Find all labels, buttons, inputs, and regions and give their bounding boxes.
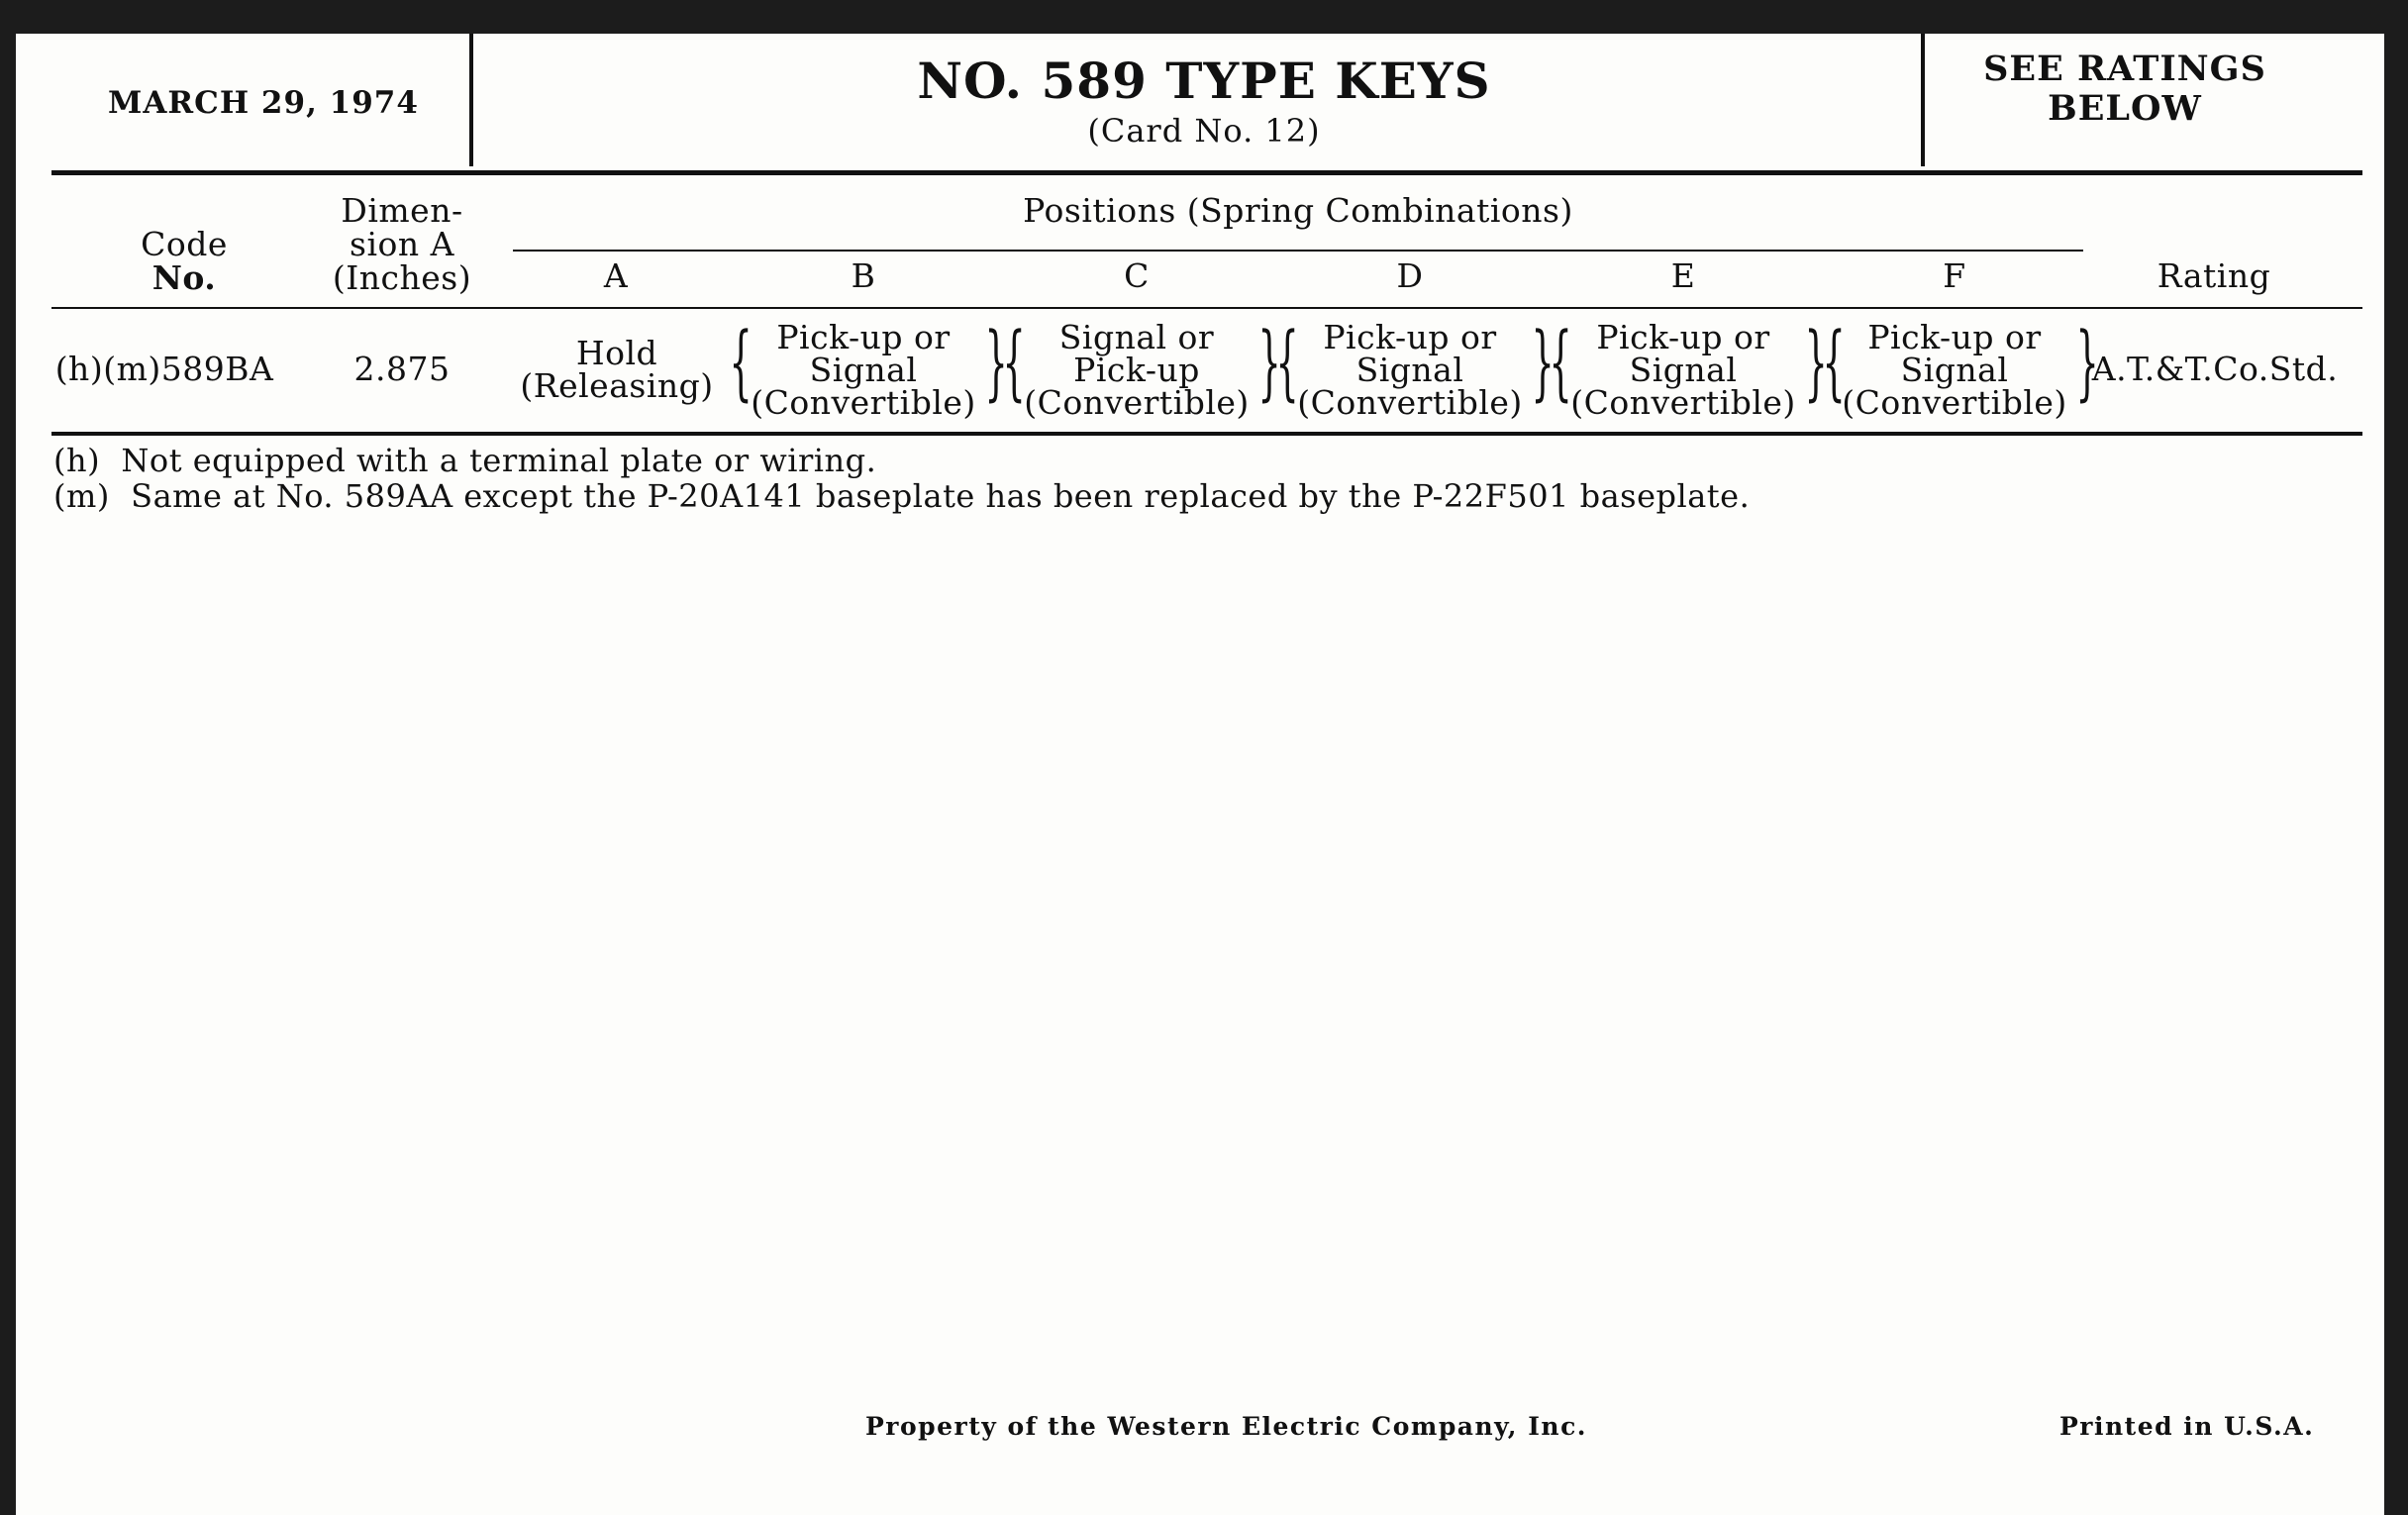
footnote-m: (m) Same at No. 589AA except the P-20A141 baseplate has been replaced by the P-22F501 baseplate. xyxy=(53,477,1751,515)
header-dimension-line1: Dimen- xyxy=(341,191,463,230)
document-card xyxy=(16,34,2384,1515)
pos-a-line2: (Releasing) xyxy=(520,366,714,405)
header-rule xyxy=(51,170,2362,175)
row-position-f xyxy=(1828,318,2081,422)
pos-d-line3: (Convertible) xyxy=(1297,383,1523,422)
row-position-d xyxy=(1281,318,1539,422)
pos-d-line2: Signal xyxy=(1355,351,1464,389)
row-position-c xyxy=(1008,318,1265,422)
pos-e-line2: Signal xyxy=(1629,351,1738,389)
header-dimension xyxy=(313,191,491,297)
pos-c-line3: (Convertible) xyxy=(1024,383,1250,422)
header-pos-a: A xyxy=(603,256,629,295)
brace-close-b: } xyxy=(984,316,1008,410)
pos-b-line3: (Convertible) xyxy=(751,383,976,422)
page-title: NO. 589 TYPE KEYS xyxy=(917,51,1491,110)
pos-b-line2: Signal xyxy=(809,351,918,389)
header-pos-e: E xyxy=(1670,256,1696,295)
see-ratings-line2: BELOW xyxy=(2048,88,2202,129)
brace-open-d: { xyxy=(1275,316,1299,410)
footnote-h: (h) Not equipped with a terminal plate or wiring. xyxy=(53,442,877,479)
pos-b-line1: Pick-up or xyxy=(776,318,951,356)
header-divider-right xyxy=(1921,34,1925,166)
title-block xyxy=(473,42,1935,149)
brace-close-d: } xyxy=(1531,316,1555,410)
header-pos-c: C xyxy=(1124,256,1150,295)
footer-property: Property of the Western Electric Company, Inc. xyxy=(865,1412,1588,1441)
header-dimension-line2: sion A xyxy=(350,225,454,263)
pos-d-line1: Pick-up or xyxy=(1323,318,1497,356)
positions-rule xyxy=(513,250,2083,252)
footer-printed: Printed in U.S.A. xyxy=(2059,1412,2315,1441)
brace-open-b: { xyxy=(729,316,752,410)
brace-close-c: } xyxy=(1257,316,1281,410)
see-ratings-note xyxy=(1927,50,2323,129)
header-code xyxy=(95,225,273,297)
header-code-line1: Code xyxy=(141,225,228,263)
header-pos-b: B xyxy=(851,256,876,295)
pos-c-line1: Signal or xyxy=(1058,318,1215,356)
row-dimension: 2.875 xyxy=(353,350,451,388)
brace-open-e: { xyxy=(1549,316,1572,410)
pos-f-line2: Signal xyxy=(1900,351,2009,389)
card-number: (Card No. 12) xyxy=(1087,112,1321,150)
header-pos-f: F xyxy=(1943,256,1966,295)
row-rating: A.T.&T.Co.Std. xyxy=(2091,350,2339,388)
header-positions: Positions (Spring Combinations) xyxy=(1023,191,1573,230)
row-code: (h)(m)589BA xyxy=(54,350,274,388)
header-code-line2: No. xyxy=(151,258,217,297)
issue-date: MARCH 29, 1974 xyxy=(108,85,419,121)
row-position-a xyxy=(511,334,723,405)
brace-close-f: } xyxy=(2075,316,2099,410)
header-pos-d: D xyxy=(1396,256,1424,295)
header-rating: Rating xyxy=(2157,256,2271,295)
pos-a-line1: Hold xyxy=(575,334,658,372)
pos-c-line2: Pick-up xyxy=(1073,351,1200,389)
row-position-b xyxy=(735,318,992,422)
pos-e-line1: Pick-up or xyxy=(1596,318,1770,356)
table-bottom-rule xyxy=(51,432,2362,436)
brace-open-c: { xyxy=(1002,316,1026,410)
see-ratings-line1: SEE RATINGS xyxy=(1983,49,2266,89)
pos-e-line3: (Convertible) xyxy=(1570,383,1796,422)
row-position-e xyxy=(1555,318,1812,422)
brace-close-e: } xyxy=(1804,316,1828,410)
pos-f-line3: (Convertible) xyxy=(1842,383,2067,422)
brace-open-f: { xyxy=(1822,316,1846,410)
header-dimension-line3: (Inches) xyxy=(332,258,472,297)
pos-f-line1: Pick-up or xyxy=(1867,318,2042,356)
column-header-rule xyxy=(51,307,2362,309)
